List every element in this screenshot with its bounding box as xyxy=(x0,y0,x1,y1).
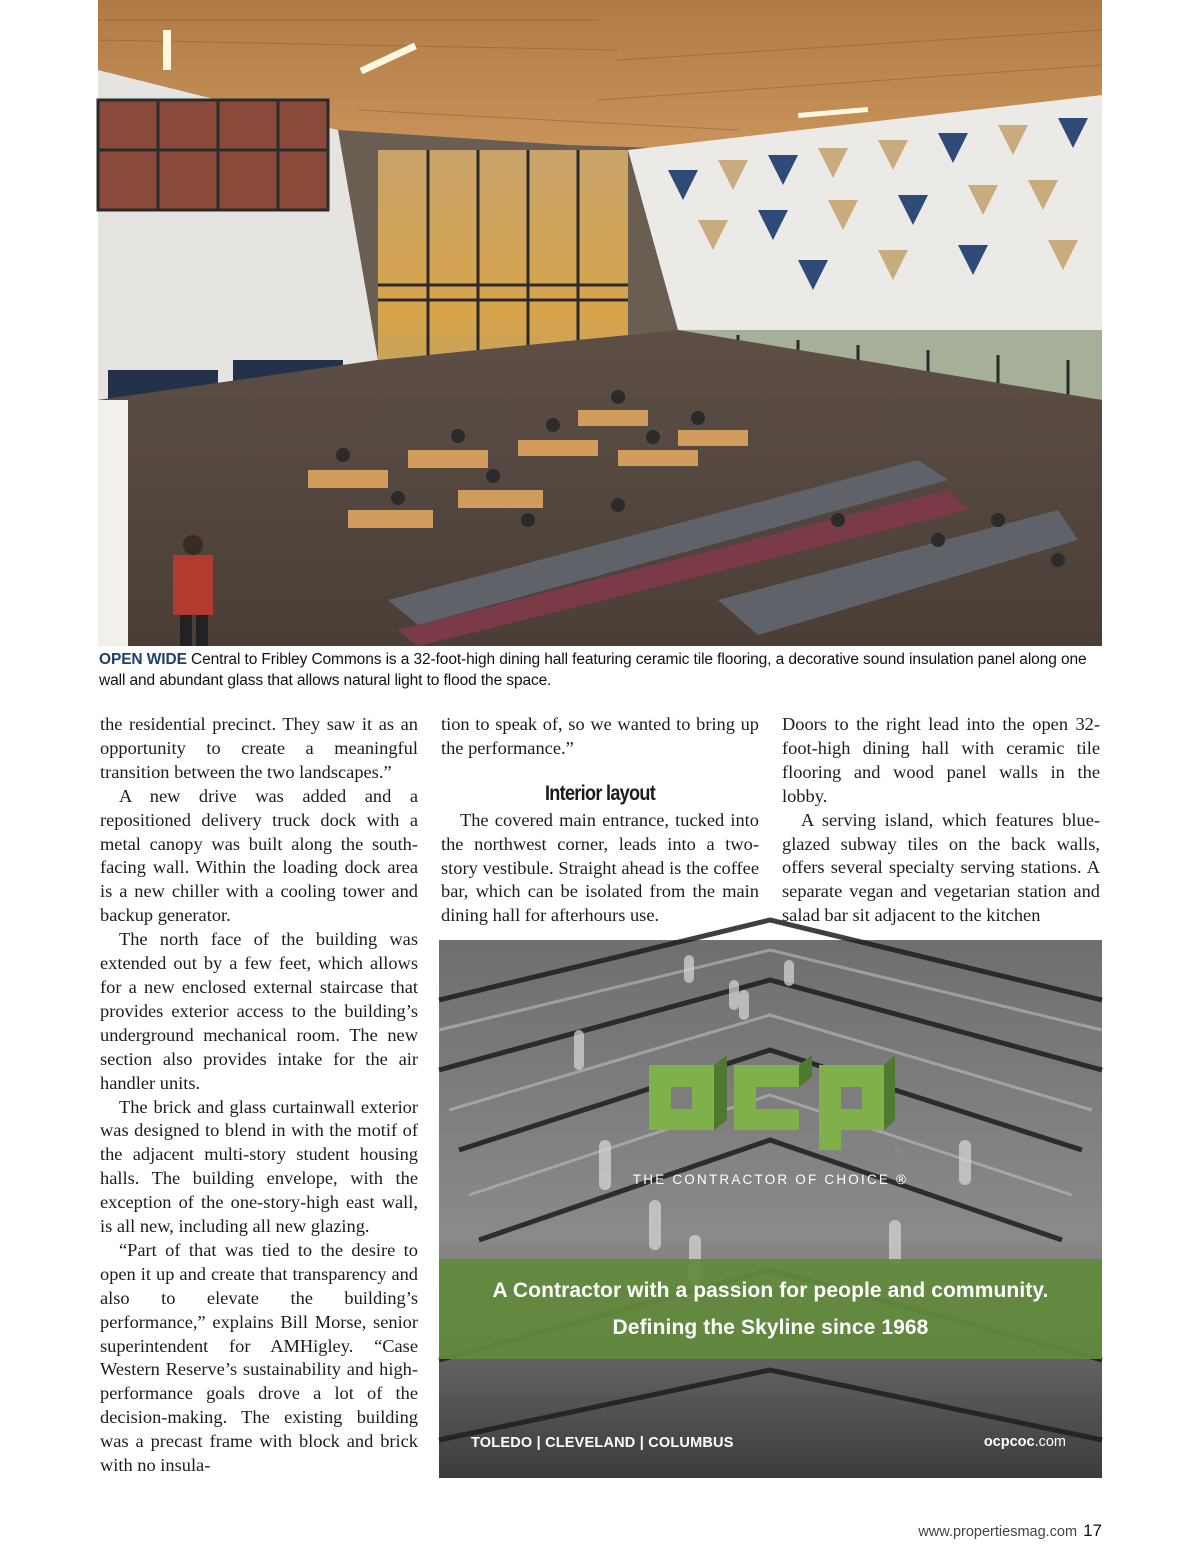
paragraph: A new drive was added and a repositioned delivery truck dock with a metal canopy was built along the south-facing wall. Within the loading dock area is a new chiller with a cooling tower and backup generator. xyxy=(100,785,418,926)
article-column-2 xyxy=(441,713,759,928)
footer-url[interactable]: www.propertiesmag.com xyxy=(918,1524,1078,1540)
paragraph: the residential precinct. They saw it as an opportunity to create a meaningful transition between the two landscapes.” xyxy=(100,714,418,782)
dining-hall-photo xyxy=(98,0,1102,646)
ad-tagline: THE CONTRACTOR OF CHOICE ® xyxy=(632,1172,909,1187)
page-number: 17 xyxy=(1083,1521,1102,1540)
paragraph: The brick and glass curtainwall exterior was designed to blend in with the motif of the adjacent multi-story student housing halls. The building envelope, with the exception of the one-story-high east wall, is all new, including all new glazing. xyxy=(100,1096,418,1237)
paragraph: The north face of the building was extended out by a few feet, which allows for a new enclosed external staircase that provides exterior access to the building’s underground mechanical room. The new section also provides intake for the air handler units. xyxy=(100,929,418,1093)
ad-headline-1: A Contractor with a passion for people and community. xyxy=(492,1279,1049,1302)
paragraph: Doors to the right lead into the open 32-foot-high dining hall with ceramic tile flooring and wood panel walls in the lobby. xyxy=(782,714,1100,806)
ad-cities: TOLEDO | CLEVELAND | COLUMBUS xyxy=(471,1435,734,1451)
ad-headline-band xyxy=(439,1259,1102,1359)
subhead: Interior layout xyxy=(544,781,656,805)
paragraph: A serving island, which features blue-glazed subway tiles on the back walls, offers several specialty serving stations. A separate vegan and vegetarian station and salad bar sit adjacent to the kitchen xyxy=(782,809,1100,926)
paragraph: The covered main entrance, tucked into the northwest corner, leads into a two-story vestibule. Straight ahead is the coffee bar, which can be isolated from the main dining hall for afterhours use. xyxy=(441,809,759,926)
ad-url-rest: .com xyxy=(1034,1434,1066,1450)
caption-kicker: OPEN WIDE xyxy=(99,651,187,668)
atrium-background-image xyxy=(439,940,1102,1478)
paragraph: “Part of that was tied to the desire to open it up and create that transparency and also to elevate the building’s performance,” explains Bill Morse, senior superintendent for AMHigley. “Case Western Reserve’s sustainability and high-performance goals drove a lot of the decision-making. The existing building was a precast frame with block and brick with no insula- xyxy=(100,1239,418,1476)
ocp-logo xyxy=(639,1035,902,1165)
article-column-1 xyxy=(100,713,418,1478)
ocp-advertisement[interactable] xyxy=(439,940,1102,1478)
ad-headline-2: Defining the Skyline since 1968 xyxy=(612,1316,929,1339)
caption-text: Central to Fribley Commons is a 32-foot-high dining hall featuring ceramic tile flooring, a decorative sound insulation panel along one wall and abundant glass that allows natural light to flood the space. xyxy=(99,651,1087,689)
registered-mark: ® xyxy=(895,1145,902,1155)
paragraph: tion to speak of, so we wanted to bring up the performance.” xyxy=(441,714,759,758)
page-footer xyxy=(918,1521,1102,1541)
ad-website-link[interactable] xyxy=(984,1434,1066,1450)
article-column-3 xyxy=(782,713,1100,928)
ad-url-bold: ocpcoc xyxy=(983,1434,1035,1450)
photo-caption xyxy=(99,649,1102,691)
